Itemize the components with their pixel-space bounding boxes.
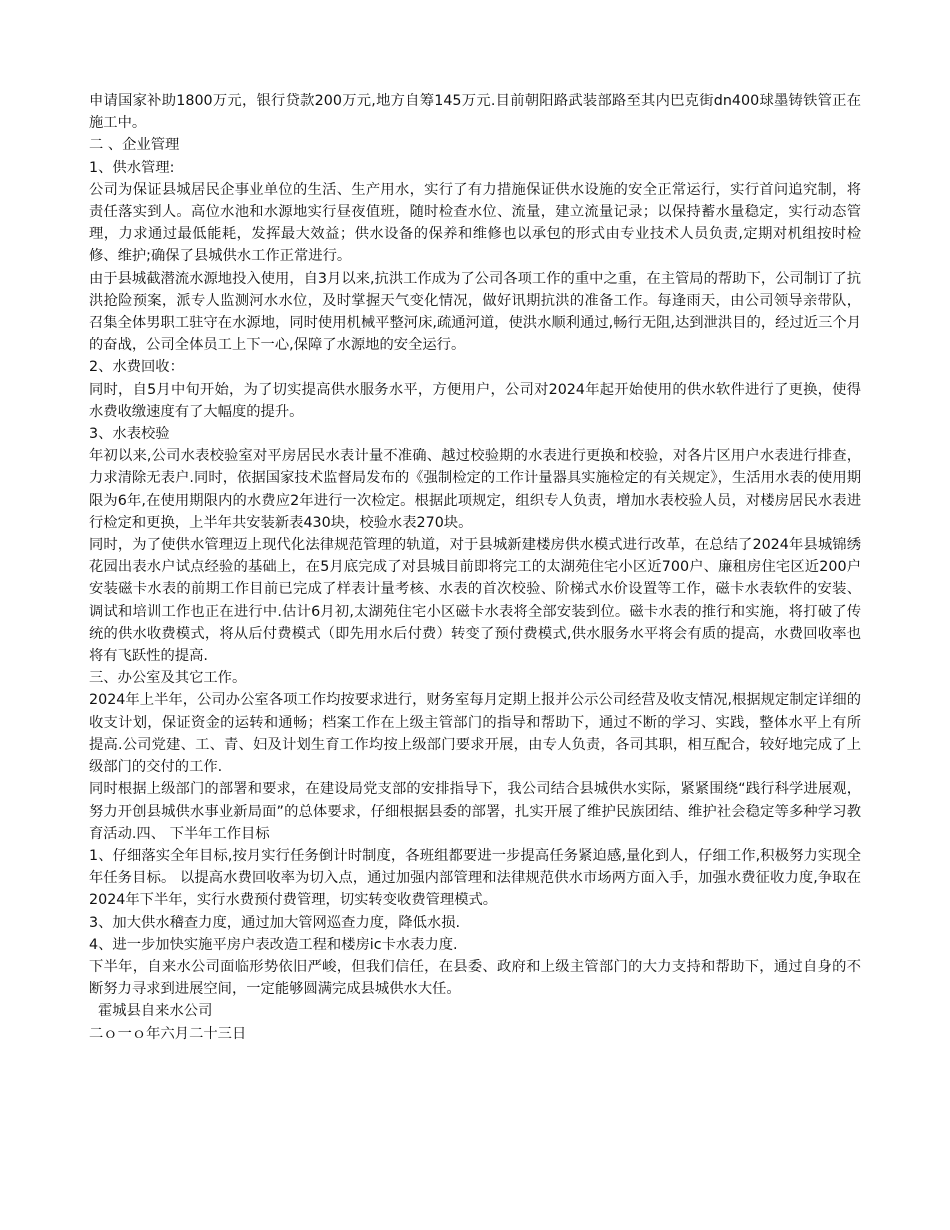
subheading-water-supply: 1、供水管理: bbox=[89, 159, 175, 176]
paragraph-education-activities: 同时根据上级部门的部署和要求，在建设局党支部的安排指导下，我公司结合县城供水实际，紧紧围绕“践行科学进展观，努力开创县城供水事业新局面”的总体要求，仔细根据县委的部署，扎实开展了维护民族团结、维护社会稳定等多种学习教育活动.四、 下半年工作目标 bbox=[89, 781, 861, 842]
paragraph-goal-1: 1、仔细落实全年目标,按月实行任务倒计时制度，各班组都要进一步提高任务紧迫感,量化到人，仔细工作,积极努力实现全年任务目标。 以提高水费回收率为切入点，通过加强内部管理和法律规范供水市场两方面入手，加强水费征收力度,争取在2024年下半年，实行水费预付费管理，切实转变收费管理模式。 bbox=[89, 847, 861, 909]
signature-company: 霍城县自来水公司 bbox=[98, 1003, 213, 1020]
paragraph-fee-collection: 同时，自5月中旬开始，为了切实提高供水服务水平，方便用户，公司对2024年起开始使用的供水软件进行了更换，使得水费收缴速度有了大幅度的提升。 bbox=[89, 381, 861, 420]
paragraph-water-supply: 公司为保证县城居民企事业单位的生活、生产用水，实行了有力措施保证供水设施的安全正常运行，实行首问追究制，将责任落实到人。高位水池和水源地实行昼夜值班，随时检查水位、流量，建立流量记录；以保持蓄水量稳定，实行动态管理，力求通过最低能耗，发挥最大效益；供水设备的保养和维修也以承包的形式由专业技术人员负责,定期对机组按时检修、维护;确保了县城供水工作正常进行。 bbox=[89, 181, 861, 265]
paragraph-card-meters: 同时，为了使供水管理迈上现代化法律规范管理的轨道，对于县城新建楼房供水模式进行改革，在总结了2024年县城锦绣花园出表水户试点经验的基础上，在5月底完成了对县城目前即将完工的太湖苑住宅小区近700户、廉租房住宅区近200户安装磁卡水表的前期工作目前已完成了样表计量考核、水表的首次校验、阶梯式水价设置等工作，磁卡水表软件的安装、调试和培训工作也正在进行中.估计6月初,太湖苑住宅小区磁卡水表将全部安装到位。磁卡水表的推行和实施，将打破了传统的供水收费模式，将从后付费模式（即先用水后付费）转变了预付费模式,供水服务水平将会有质的提高，水费回收率也将有飞跃性的提高. bbox=[89, 537, 861, 665]
paragraph-funding: 申请国家补助1800万元，银行贷款200万元,地方自筹145万元.目前朝阳路武装部路至其内巴克街dn400球墨铸铁管正在施工中。 bbox=[89, 93, 861, 132]
paragraph-conclusion: 下半年，自来水公司面临形势依旧严峻，但我们信任，在县委、政府和上级主管部门的大力支持和帮助下，通过自身的不断努力寻求到进展空间，一定能够圆满完成县城供水大任。 bbox=[89, 958, 861, 998]
heading-office-work: 三、办公室及其它工作。 bbox=[89, 670, 247, 687]
subheading-fee-collection: 2、水费回收： bbox=[89, 359, 184, 376]
paragraph-goal-3: 3、加大供水稽查力度，通过加大管网巡查力度，降低水损. bbox=[89, 914, 461, 931]
paragraph-meter-calibration: 年初以来,公司水表校验室对平房居民水表计量不准确、越过校验期的水表进行更换和校验，对各片区用户水表进行排查，力求清除无表户.同时，依据国家技术监督局发布的《强制检定的工作计量器具实施检定的有关规定》，生活用水表的使用期限为6年,在使用期限内的水费应2年进行一次检定。根据此项规定，组织专人负责，增加水表校验人员，对楼房居民水表进行检定和更换，上半年共安装新表430块，校验水表270块。 bbox=[89, 448, 861, 531]
signature-date: 二ｏ一ｏ年六月二十三日 bbox=[89, 1025, 247, 1042]
subheading-meter-calibration: 3、水表校验 bbox=[89, 426, 170, 443]
document-body bbox=[89, 90, 861, 1045]
paragraph-goal-4: 4、进一步加快实施平房户表改造工程和楼房ic卡水表力度. bbox=[89, 936, 458, 953]
paragraph-office-work: 2024年上半年，公司办公室各项工作均按要求进行，财务室每月定期上报并公示公司经营及收支情况,根据规定制定详细的收支计划，保证资金的运转和通畅；档案工作在上级主管部门的指导和帮助下，通过不断的学习、实践，整体水平上有所提高.公司党建、工、青、妇及计划生育工作均按上级部门要求开展，由专人负责，各司其职，相互配合，较好地完成了上级部门的交付的工作. bbox=[89, 692, 861, 776]
heading-enterprise-management: 二 、企业管理 bbox=[89, 137, 180, 154]
paragraph-flood-control: 由于县城截潜流水源地投入使用，自3月以来,抗洪工作成为了公司各项工作的重中之重，在主管局的帮助下，公司制订了抗洪抢险预案，派专人监测河水水位，及时掌握天气变化情况，做好讯期抗洪的准备工作。每逢雨天，由公司领导亲带队，召集全体男职工驻守在水源地，同时使用机械平整河床,疏通河道，使洪水顺利通过,畅行无阻,达到泄洪目的，经过近三个月的奋战，公司全体员工上下一心,保障了水源地的安全运行。 bbox=[89, 270, 861, 354]
